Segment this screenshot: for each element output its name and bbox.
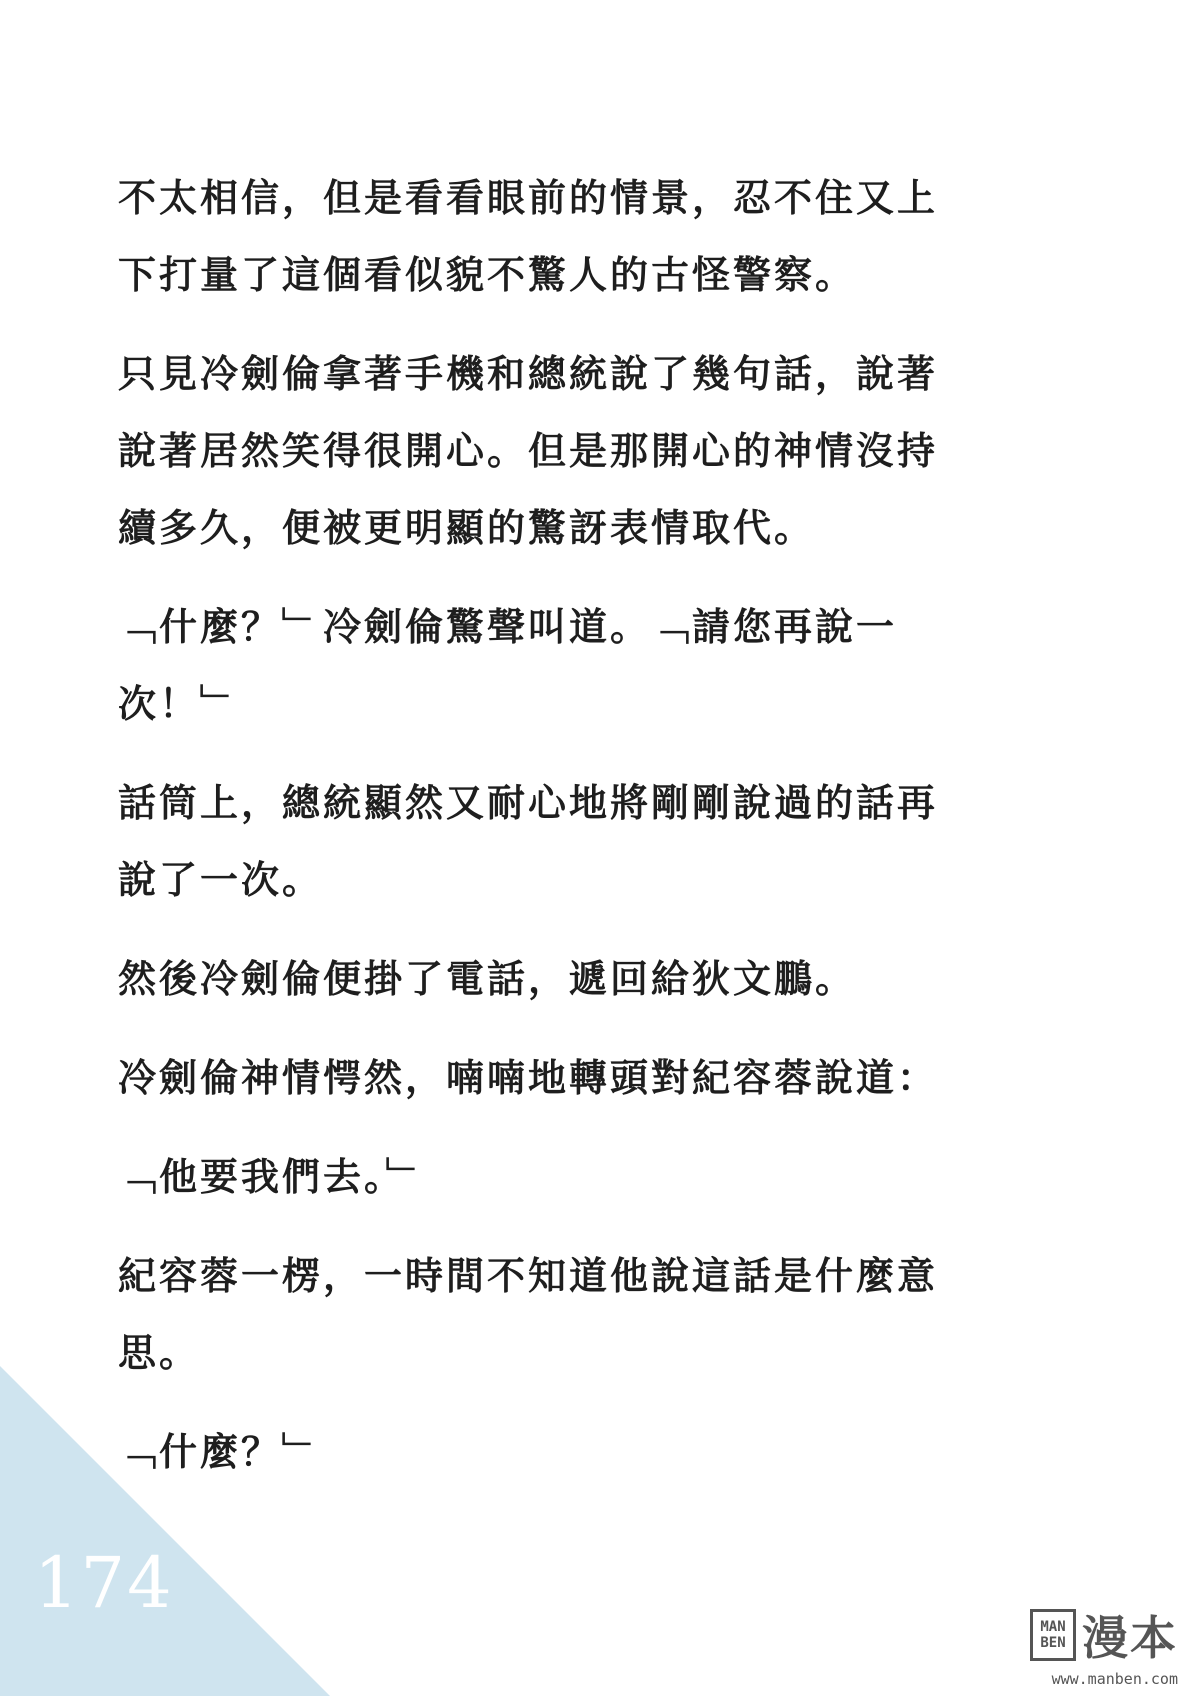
page-number: 174	[34, 1542, 174, 1624]
paragraph: 不太相信，但是看看眼前的情景，忍不住又上 下打量了這個看似貌不驚人的古怪警察。	[118, 176, 939, 297]
paragraph: 話筒上，總統顯然又耐心地將剛剛說過的話再 說了一次。	[118, 781, 939, 902]
corner-triangle-decoration	[0, 1366, 330, 1696]
paragraph: 紀容蓉一楞，一時間不知道他說這話是什麼意 思。	[118, 1254, 939, 1375]
body-text	[118, 160, 1098, 1513]
watermark	[1030, 1602, 1178, 1688]
watermark-logo-line: BEN	[1040, 1635, 1066, 1651]
watermark-logo-icon	[1030, 1609, 1076, 1661]
paragraph: 冷劍倫神情愕然，喃喃地轉頭對紀容蓉說道：	[118, 1056, 939, 1100]
paragraph: ﹁什麼？﹂冷劍倫驚聲叫道。﹁請您再說一 次！﹂	[118, 605, 898, 726]
watermark-title: 漫本	[1082, 1611, 1178, 1665]
watermark-logo-line: MAN	[1040, 1619, 1066, 1635]
paragraph: 然後冷劍倫便掛了電話，遞回給狄文鵬。	[118, 957, 857, 1001]
watermark-url: www.manben.com	[1051, 1670, 1178, 1688]
paragraph: ﹁他要我們去。﹂	[118, 1155, 428, 1199]
paragraph: 只見冷劍倫拿著手機和總統說了幾句話，說著 說著居然笑得很開心。但是那開心的神情沒持 續多久，便被更明顯的驚訝表情取代。	[118, 352, 939, 550]
paragraph: ﹁什麼？﹂	[118, 1430, 324, 1474]
